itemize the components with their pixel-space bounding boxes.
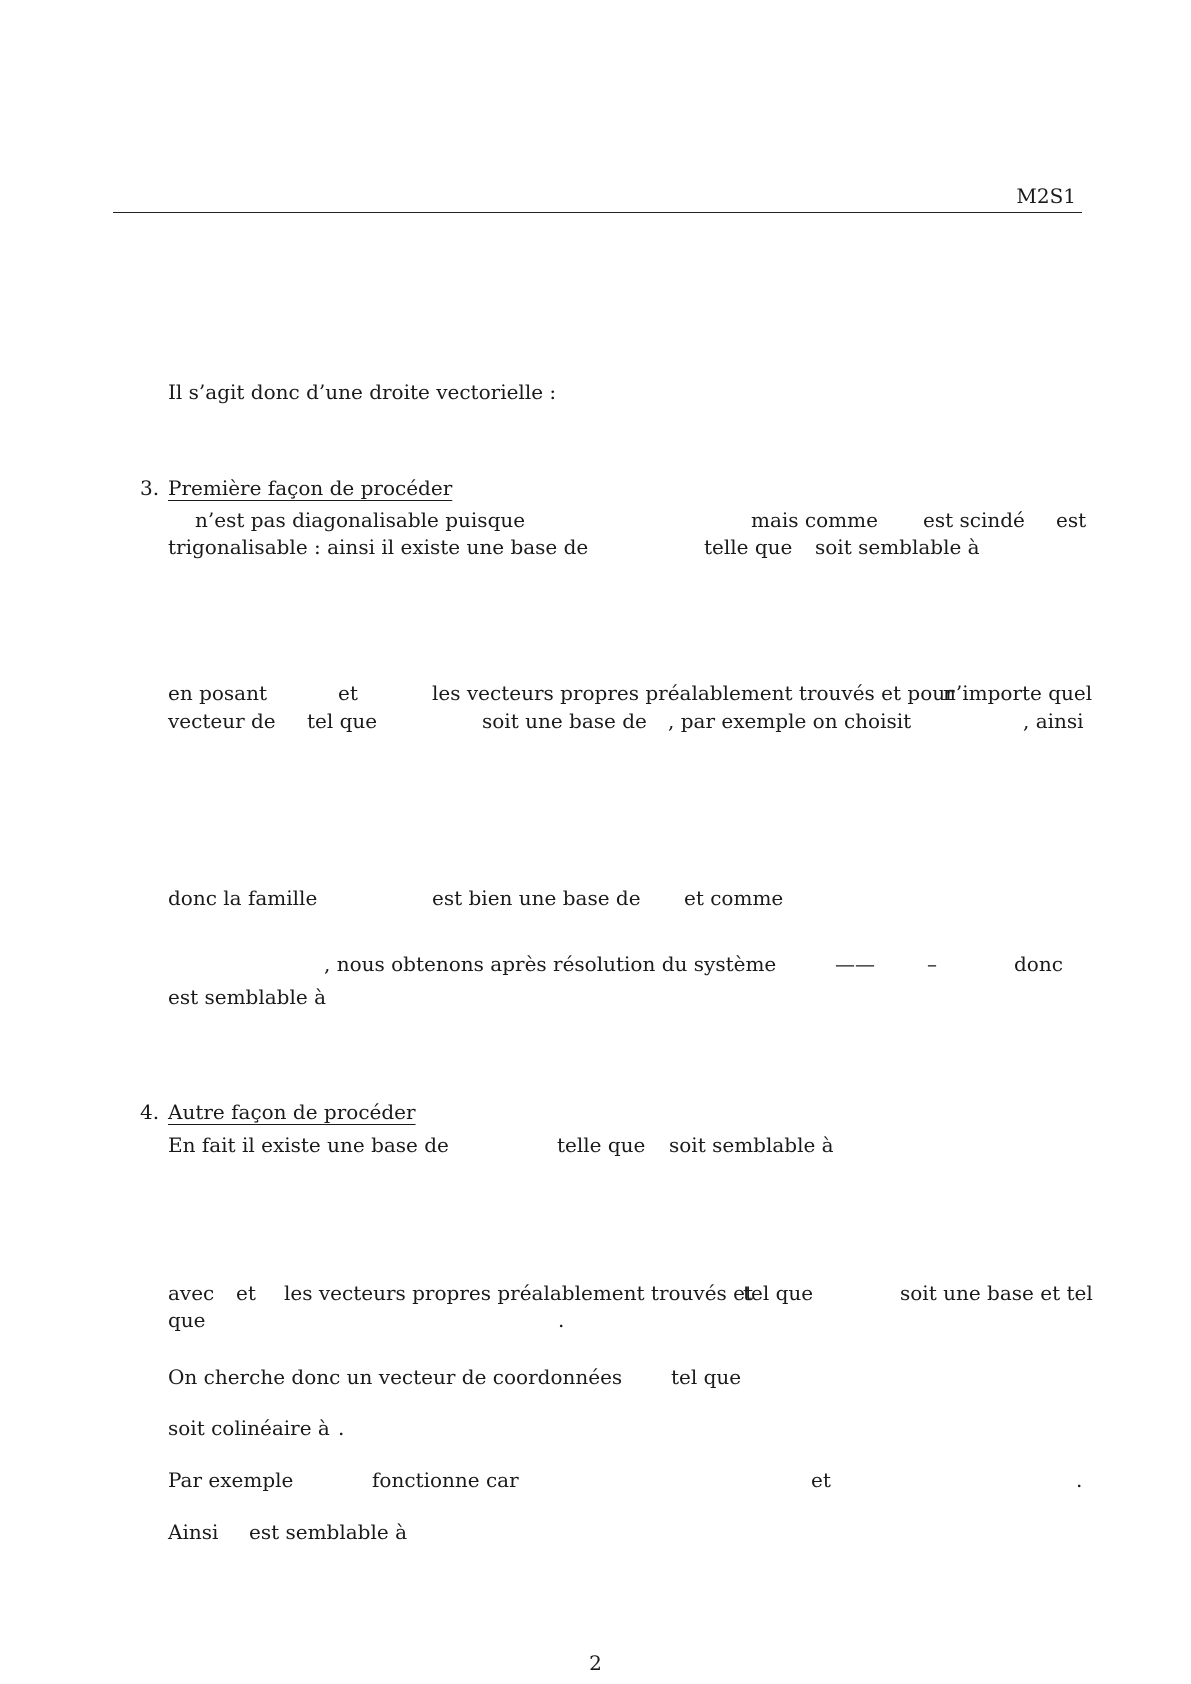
section-3-text: n’est pas diagonalisable puisque [195,508,526,532]
section-4-text: tel que [743,1281,814,1305]
section-3-text: vecteur de [168,709,276,733]
section-3-text: donc la famille [168,886,318,910]
section-4-text: En fait il existe une base de [168,1133,449,1157]
section-3-text: et [338,681,358,705]
section-3-title: Première façon de procéder [168,476,453,500]
section-3-text: est bien une base de [432,886,641,910]
section-4-title: Autre façon de procéder [168,1100,416,1124]
section-3-text: , par exemple on choisit [668,709,912,733]
section-3-text: telle que [704,535,793,559]
section-3-text: les vecteurs propres préalablement trouvés et pour [432,681,955,705]
section-4-text: fonctionne car [372,1468,519,1492]
section-3-text: est semblable à [168,985,326,1009]
intro-line: Il s’agit donc d’une droite vectorielle : [168,380,557,404]
section-4-text: soit colinéaire à [168,1416,330,1440]
header-rule [113,212,1082,213]
section-3-text: soit une base de [482,709,647,733]
section-3-text: – [927,952,937,976]
section-3-text: , nous obtenons après résolution du système [324,952,777,976]
section-3-text: mais comme [751,508,878,532]
section-4-text: et [811,1468,831,1492]
section-4-text: et [236,1281,256,1305]
section-3-text: —— [835,952,875,976]
section-3-text: donc [1014,952,1063,976]
section-4-text: les vecteurs propres préalablement trouvés et [284,1281,754,1305]
section-3-text: , ainsi [1023,709,1084,733]
section-4-text: Ainsi [168,1520,219,1544]
section-3-text: est [1056,508,1087,532]
section-3-text: en posant [168,681,268,705]
section-4-text: avec [168,1281,215,1305]
section-3-text: trigonalisable : ainsi il existe une base de [168,535,589,559]
section-3-text: est scindé [923,508,1025,532]
section-4-text: telle que [557,1133,646,1157]
header-course-code: M2S1 [1016,184,1076,208]
section-4-text: que [168,1308,206,1332]
section-4-text: soit une base et tel [900,1281,1093,1305]
section-3-text: soit semblable à [815,535,980,559]
section-4-text: . [338,1416,345,1440]
page-number: 2 [589,1651,602,1675]
section-4-text: soit semblable à [669,1133,834,1157]
section-4-text: . [1076,1468,1083,1492]
section-4-text: tel que [671,1365,742,1389]
section-3-text: tel que [307,709,378,733]
section-4-text: Par exemple [168,1468,294,1492]
section-3-text: n’importe quel [943,681,1093,705]
section-3-text: et comme [684,886,784,910]
section-3-number: 3. [140,476,160,500]
section-4-text: On cherche donc un vecteur de coordonnées [168,1365,623,1389]
section-4-text: . [558,1308,565,1332]
section-4-text: est semblable à [249,1520,407,1544]
section-4-number: 4. [140,1100,160,1124]
